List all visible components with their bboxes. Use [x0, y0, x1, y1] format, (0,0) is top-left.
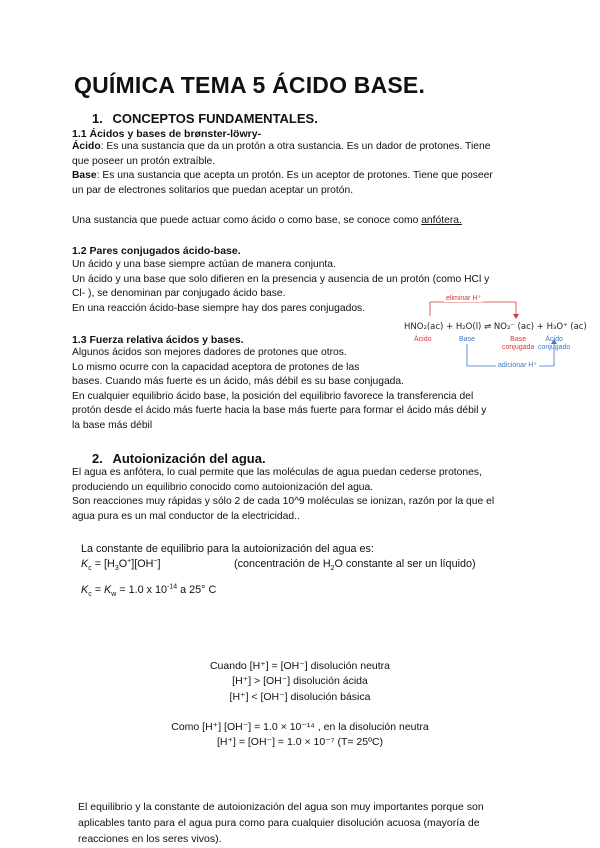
- section-1-title: CONCEPTOS FUNDAMENTALES.: [112, 111, 318, 126]
- final-paragraph: El equilibrio y la constante de autoionización del agua son muy importantes porque son aplicables tanto para el agua pura como para cualquier disolución acuosa (mayoría de reacciones en los seres vivos).: [78, 801, 484, 845]
- section-2-number: 2.: [92, 451, 103, 466]
- base-definition-line-2: un par de electrones solitarios que puedan aceptar un protón.: [72, 184, 354, 196]
- label-conjugate-acid: Ácido conjugado: [538, 336, 571, 351]
- equilibrium-constant-block: [81, 542, 476, 598]
- base-term: Base: [72, 170, 97, 182]
- equilibrium-arrow: ⇌: [484, 322, 492, 332]
- base-definition-line-1: Base: Es una sustancia que acepta un protón. Es un aceptor de protones. Tiene que poseer: [72, 170, 493, 182]
- ion-product-block: Como [H⁺] [OH⁻] = 1.0 × 10⁻¹⁴ , en la disolución neutra [H⁺] = [OH⁻] = 1.0 × 10⁻⁷ (T= 25ºC): [171, 721, 429, 749]
- definitions-paragraph: [72, 140, 493, 198]
- kc-note: (concentración de $H_2O$ constante al ser un líquido): [234, 558, 476, 573]
- subsection-1-1-title: 1.1 Ácidos y bases de brønster-löwry-: [72, 128, 262, 140]
- section-2-title: Autoionización del agua.: [112, 451, 266, 466]
- section-2-heading: [92, 451, 266, 466]
- conjugate-pairs-paragraph: Un ácido y una base siempre actúan de manera conjunta. Un ácido y una base que solo difieren en la presencia y ausencia de un protón (como HCl y Cl- ), se denominan par conjugado ácido base. En una reacción ácido-base siempre hay dos pares conjugados.: [72, 259, 490, 314]
- label-base: Base: [459, 336, 475, 343]
- acid-strength-paragraph: Algunos ácidos son mejores dadores de protones que otros. Lo mismo ocurre con la capacidad aceptora de protones de las bases. Cuando más fuerte es un ácido, más débil es su base conjugada. En cualquier equilibrio ácido base, la posición del equilibrio favorece la transferencia del protón desde el ácido más fuerte hacia la base más fuerte para formar el ácido más débil y la base más débil: [72, 347, 487, 431]
- constant-intro: La constante de equilibrio para la autoionización del agua es:: [81, 543, 374, 555]
- kc-expression: $K_c = [H_3O^+][OH^-]$ (concentración de $H_2O$ constante al ser un líquido): [81, 557, 476, 573]
- amphoteric-term: anfótera.: [421, 215, 462, 226]
- acid-definition-line-1: Ácido: Es una sustancia que da un protón a otra sustancia. Es un dador de protones. Tiene: [72, 141, 491, 152]
- eliminate-arrowhead: [513, 314, 519, 319]
- section-1-number: 1.: [92, 111, 103, 126]
- section-1-heading: [92, 111, 318, 126]
- reaction-equation: HNO₂(ac) + H₂O(l) ⇌ NO₂⁻ (ac) + H₃O⁺ (ac): [404, 322, 587, 332]
- kw-expression: $K_c = K_w = 1.0$ x $10^{-14}$ a 25° C: [81, 583, 217, 598]
- autoionization-paragraph: El agua es anfótera, lo cual permite que las moléculas de agua puedan cederse protones, produciendo un equilibrio conocido como autoionización del agua. Son reacciones muy rápidas y sólo 2 de cada 10^9 moléculas se ionizan, razón por la que el agua pura es un mal conductor de la electricidad..: [72, 467, 495, 522]
- page-title: QUÍMICA TEMA 5 ÁCIDO BASE.: [74, 72, 426, 98]
- reaction-diagram: [404, 294, 587, 374]
- label-acid: Ácido: [414, 336, 432, 343]
- neutrality-cases: Cuando [H⁺] = [OH⁻] disolución neutra [H⁺] > [OH⁻] disolución ácida [H⁺] < [OH⁻] disolución básica: [209, 660, 391, 703]
- add-label: adicionar H⁺: [498, 362, 538, 369]
- amphoteric-paragraph: Una sustancia que puede actuar como ácido o como base, se conoce como anfótera.: [72, 215, 462, 226]
- subsection-1-2-title: 1.2 Pares conjugados ácido-base.: [72, 245, 241, 257]
- subsection-1-3-title: 1.3 Fuerza relativa ácidos y bases.: [72, 334, 244, 346]
- eliminate-label: eliminar H⁺: [446, 295, 482, 302]
- label-conjugate-base: Base conjugada: [502, 336, 535, 351]
- acid-term: Ácido: [72, 141, 101, 152]
- acid-definition-line-2: que poseer un protón extraíble.: [72, 155, 216, 167]
- eliminate-proton-arrow: [430, 302, 516, 316]
